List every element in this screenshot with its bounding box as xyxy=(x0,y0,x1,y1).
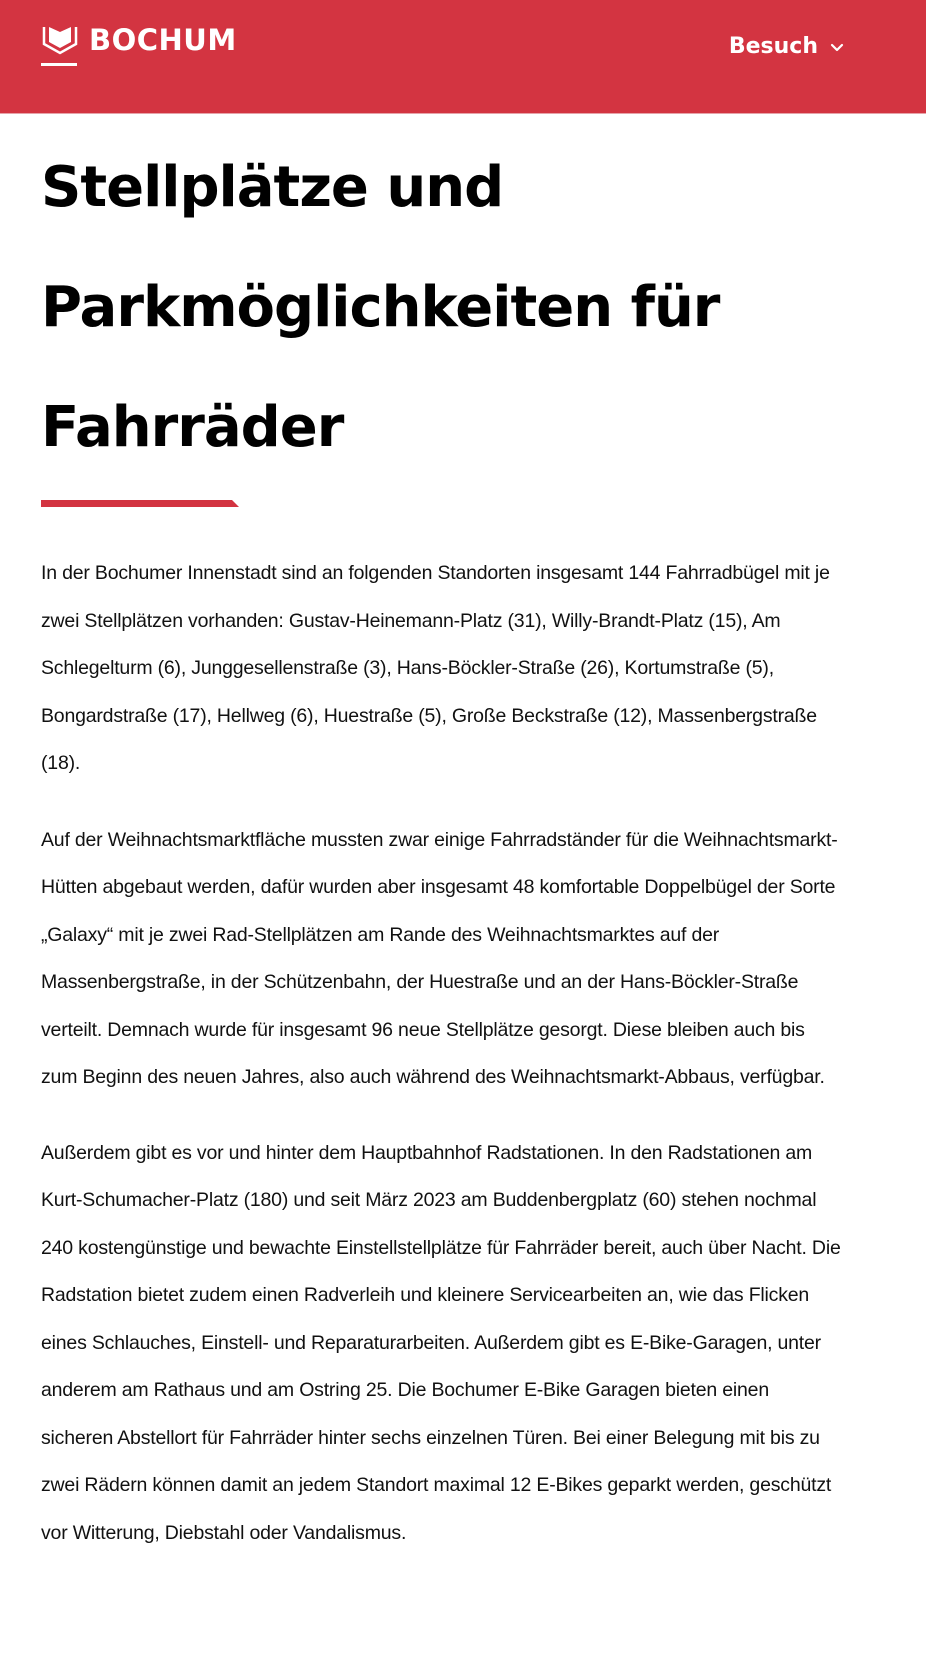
logo-text: BOCHUM xyxy=(89,23,237,57)
page-title: Stellplätze und Parkmöglichkeiten für Fahrräder xyxy=(41,155,720,460)
article-paragraph: In der Bochumer Innenstadt sind an folgenden Standorten insgesamt 144 Fahrradbügel mit je zwei Stellplätzen vorhanden: Gustav-Heinemann-Platz (31), Willy-Brandt-Platz (15), Am Schlegelturm (6), Junggesellenstraße (3), Hans-Böckler-Straße (26), Kortumstraße (5), Bongardstraße (17), Hellweg (6), Huestraße (5), Große Beckstraße (12), Massenbergstraße (18). xyxy=(41,562,830,774)
chevron-down-icon xyxy=(830,43,844,53)
title-underline-divider xyxy=(41,500,239,507)
nav-menu-label: Besuch xyxy=(728,34,818,59)
book-shield-icon xyxy=(41,24,79,68)
article-body xyxy=(41,550,841,1585)
article-paragraph: Auf der Weihnachtsmarktfläche mussten zwar einige Fahrradständer für die Weihnachtsmarkt-Hütten abgebaut werden, dafür wurden aber insgesamt 48 komfortable Doppelbügel der Sorte „Galaxy“ mit je zwei Rad-Stellplätzen am Rande des Weihnachtsmarktes auf der Massenbergstraße, in der Schützenbahn, der Huestraße und an der Hans-Böckler-Straße verteilt. Demnach wurde für insgesamt 96 neue Stellplätze gesorgt. Diese bleiben auch bis zum Beginn des neuen Jahres, also auch während des Weihnachtsmarkt-Abbaus, verfügbar. xyxy=(41,828,838,1088)
home-logo-link[interactable] xyxy=(41,24,237,68)
site-header xyxy=(0,0,926,114)
nav-menu-besuch[interactable] xyxy=(729,32,844,62)
article-paragraph: Außerdem gibt es vor und hinter dem Hauptbahnhof Radstationen. In den Radstationen am Kurt-Schumacher-Platz (180) und seit März 2023 am Buddenbergplatz (60) stehen nochmal 240 kostengünstige und bewachte Einstellstellplätze für Fahrräder bereit, auch über Nacht. Die Radstation bietet zudem einen Radverleih und kleinere Servicearbeiten an, wie das Flicken eines Schlauches, Einstell- und Reparaturarbeiten. Außerdem gibt es E-Bike-Garagen, unter anderem am Rathaus und am Ostring 25. Die Bochumer E-Bike Garagen bieten einen sicheren Abstellort für Fahrräder hinter sechs einzelnen Türen. Bei einer Belegung mit bis zu zwei Rädern können damit an jedem Standort maximal 12 E-Bikes geparkt werden, geschützt vor Witterung, Diebstahl oder Vandalismus. xyxy=(41,1141,841,1544)
